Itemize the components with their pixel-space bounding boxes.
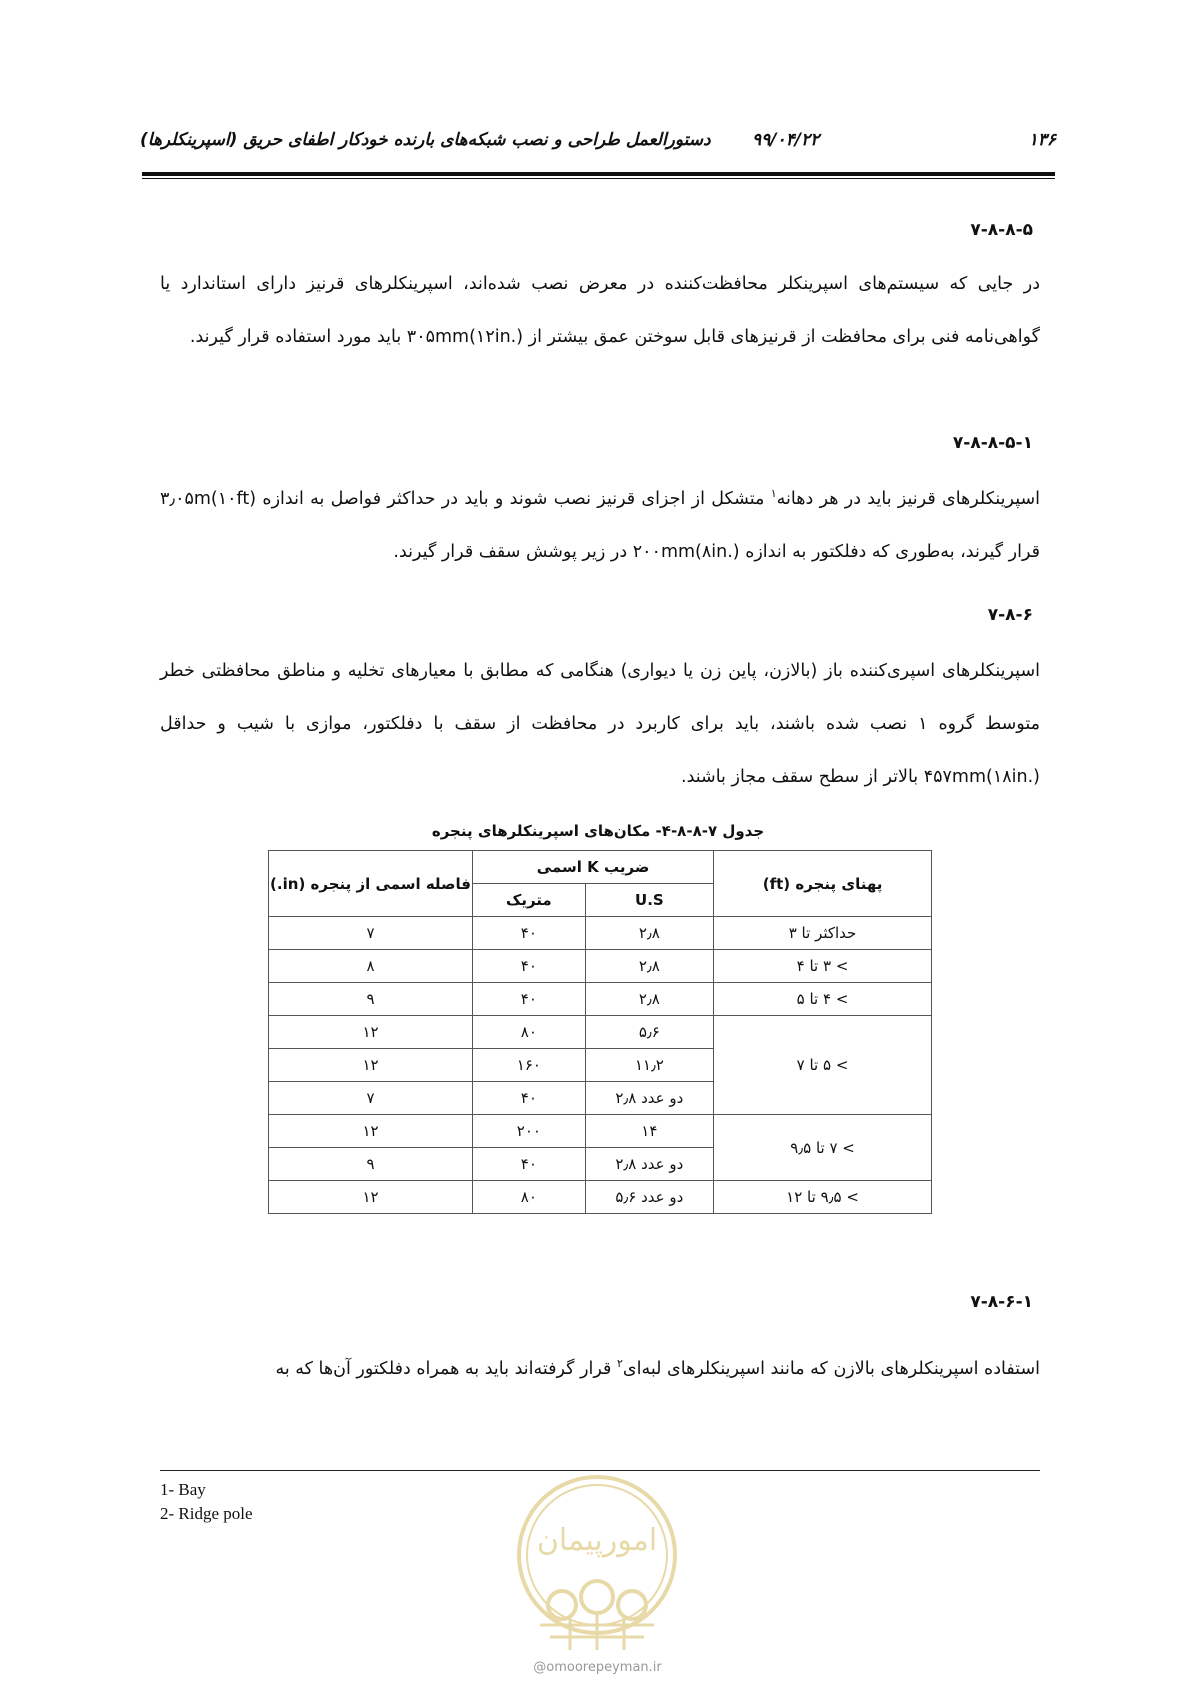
cell-metric: ۸۰ <box>473 1181 586 1214</box>
cell-us: ۵٫۶ <box>585 1016 713 1049</box>
table-header-metric: متریک <box>473 884 586 917</box>
cell-metric: ۴۰ <box>473 983 586 1016</box>
table-row <box>269 1115 932 1148</box>
table-header-us: U.S <box>585 884 713 917</box>
watermark-logo-text: امورپیمان <box>536 1523 658 1558</box>
cell-distance: ۱۲ <box>269 1016 473 1049</box>
header-rule-thick <box>142 172 1055 176</box>
table-caption: جدول ۷-۸-۸-۴- مکان‌های اسپرینکلرهای پنجره <box>431 822 765 840</box>
section-paragraph: اسپرینکلرهای قرنیز باید در هر دهانه$^۱$ متشکل از اجزای قرنیز نصب شوند و باید در حداکثر فواصل به اندازه ۳٫۰۵m(۱۰ft) قرار گیرند، به‌طوری که دفلکتور به اندازه ۲۰۰mm(۸in.) در زیر پوشش سقف قرار گیرند. <box>160 487 1040 562</box>
cell-width: حداکثر تا ۳ <box>714 917 932 950</box>
cell-width: > ۴ تا ۵ <box>714 983 932 1016</box>
section-paragraph: در جایی که سیستم‌های اسپرینکلر محافظت‌کننده در معرض نصب شده‌اند، اسپرینکلرهای قرنیز دارای استاندارد یا گواهی‌نامه فنی برای محافظت از قرنیزهای قابل سوختن عمق بیشتر از ۳۰۵mm(۱۲in.) باید مورد استفاده قرار گیرند. <box>160 274 1040 347</box>
section-number: ۷-۸-۸-۵-۱ <box>952 433 1033 453</box>
cell-us: دو عدد ۲٫۸ <box>585 1148 713 1181</box>
section-paragraph: استفاده اسپرینکلرهای بالازن که مانند اسپرینکلرهای لبه‌ای$^۲$ قرار گرفته‌اند باید به همراه دفلکتور آن‌ها که به <box>275 1357 1040 1379</box>
cell-distance: ۱۲ <box>269 1181 473 1214</box>
watermark-url: @omoorepeyman.ir <box>533 1660 662 1675</box>
header-rule-thin <box>142 178 1055 179</box>
window-sprinkler-table <box>268 850 932 1214</box>
header-date: ۹۹/۰۴/۲۲ <box>752 130 820 150</box>
footnote: 1- Bay <box>160 1480 206 1499</box>
cell-metric: ۲۰۰ <box>473 1115 586 1148</box>
cell-distance: ۱۲ <box>269 1049 473 1082</box>
table-row <box>269 917 932 950</box>
table-header-distance: فاصله اسمی از پنجره (in.) <box>269 851 473 917</box>
cell-distance: ۷ <box>269 1082 473 1115</box>
cell-metric: ۸۰ <box>473 1016 586 1049</box>
cell-us: ۲٫۸ <box>585 917 713 950</box>
cell-metric: ۴۰ <box>473 917 586 950</box>
section-number: ۷-۸-۸-۵ <box>970 220 1033 240</box>
cell-us: ۱۴ <box>585 1115 713 1148</box>
cell-us: ۱۱٫۲ <box>585 1049 713 1082</box>
cell-width: > ۵ تا ۷ <box>714 1016 932 1115</box>
table-row <box>269 1016 932 1049</box>
page-number: ۱۳۶ <box>1028 130 1056 150</box>
cell-us: دو عدد ۵٫۶ <box>585 1181 713 1214</box>
cell-width: > ۹٫۵ تا ۱۲ <box>714 1181 932 1214</box>
section-number: ۷-۸-۶-۱ <box>970 1292 1033 1312</box>
cell-metric: ۴۰ <box>473 1148 586 1181</box>
watermark-logo <box>510 1455 685 1660</box>
cell-distance: ۹ <box>269 1148 473 1181</box>
footnote: 2- Ridge pole <box>160 1504 253 1523</box>
cell-distance: ۹ <box>269 983 473 1016</box>
cell-distance: ۸ <box>269 950 473 983</box>
header-title: دستورالعمل طراحی و نصب شبکه‌های بارنده خودکار اطفای حریق (اسپرینکلرها) <box>140 130 711 150</box>
footnote-ref: ۱ <box>770 487 777 501</box>
table-row <box>269 983 932 1016</box>
cell-us: ۲٫۸ <box>585 950 713 983</box>
cell-distance: ۷ <box>269 917 473 950</box>
cell-metric: ۴۰ <box>473 950 586 983</box>
section-number: ۷-۸-۶ <box>987 605 1033 625</box>
cell-us: ۲٫۸ <box>585 983 713 1016</box>
cell-width: > ۳ تا ۴ <box>714 950 932 983</box>
section-paragraph: اسپرینکلرهای اسپری‌کننده باز (بالازن، پاین زن یا دیواری) هنگامی که مطابق با معیارهای تخلیه و مناطق محافظتی خطر متوسط گروه ۱ نصب شده باشند، باید برای کاربرد در محافظت از سقف با دفلکتور، موازی با شیب و حداقل ۴۵۷mm(۱۸in.) بالاتر از سطح سقف مجاز باشند. <box>160 661 1040 787</box>
cell-distance: ۱۲ <box>269 1115 473 1148</box>
footnote-ref: ۲ <box>616 1357 623 1371</box>
table-row <box>269 1181 932 1214</box>
cell-metric: ۱۶۰ <box>473 1049 586 1082</box>
table-row <box>269 950 932 983</box>
cell-metric: ۴۰ <box>473 1082 586 1115</box>
cell-width: > ۷ تا ۹٫۵ <box>714 1115 932 1181</box>
table-header-k: ضریب K اسمی <box>473 851 714 884</box>
table-header-width: پهنای پنجره (ft) <box>714 851 932 917</box>
page-header <box>140 130 1056 156</box>
cell-us: دو عدد ۲٫۸ <box>585 1082 713 1115</box>
